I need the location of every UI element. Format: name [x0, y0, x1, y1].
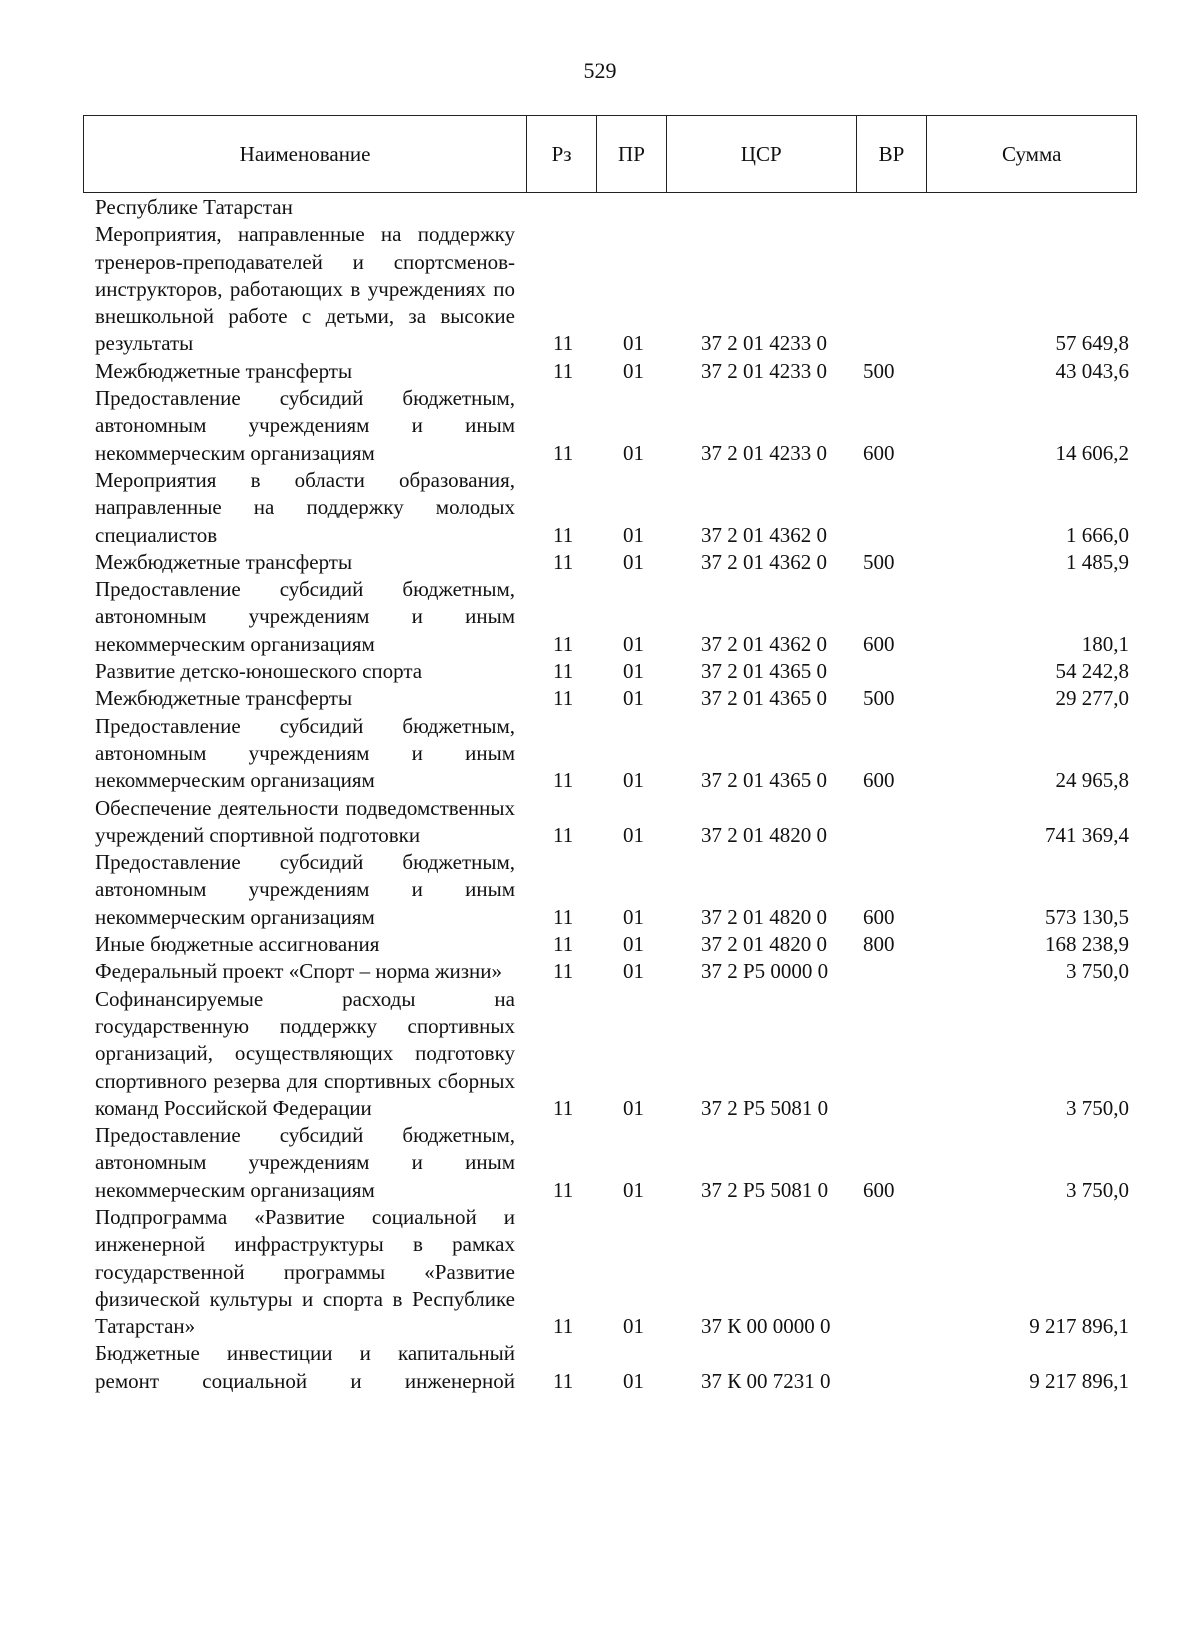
row-name: Обеспечение деятельности подведомственных учреждений спортивной подготовки	[95, 795, 515, 847]
row-name: Федеральный проект «Спорт – норма жизни»	[95, 959, 503, 984]
row-vr: 600	[863, 1177, 895, 1202]
row-name: Межбюджетные трансферты	[95, 686, 353, 711]
table-row	[83, 795, 1137, 850]
row-name: Подпрограмма «Развитие социальной и инженерной инфраструктуры в рамках государственной программы «Развитие физической культуры и спорта в Республике Татарстан»	[95, 1204, 515, 1339]
row-pr: 01	[623, 904, 644, 929]
row-rz: 11	[553, 549, 574, 574]
row-vr: 500	[863, 358, 895, 383]
row-vr: 600	[863, 631, 895, 656]
row-sum: 3 750,0	[1066, 1095, 1129, 1120]
row-sum: 741 369,4	[1045, 822, 1129, 847]
row-csr: 37 2 01 4365 0	[701, 768, 827, 793]
row-rz: 11	[553, 904, 574, 929]
row-rz: 11	[553, 959, 574, 984]
table-header	[83, 115, 1137, 193]
table-row	[83, 385, 1137, 467]
row-csr: 37 К 00 0000 0	[701, 1314, 831, 1339]
row-csr: 37 2 01 4820 0	[701, 822, 827, 847]
row-csr: 37 2 01 4362 0	[701, 522, 827, 547]
table-row	[83, 849, 1137, 931]
row-name: Софинансируемые расходы на государственную поддержку спортивных организаций, осуществляющих подготовку спортивного резерва для спортивных сборных команд Российской Федерации	[95, 986, 515, 1120]
table-row	[83, 358, 1137, 385]
row-name: Иные бюджетные ассигнования	[95, 932, 380, 957]
row-sum: 9 217 896,1	[1029, 1368, 1129, 1393]
table-row	[83, 221, 1137, 357]
row-name: Бюджетные инвестиции и капитальный ремонт социальной и инженерной	[95, 1341, 515, 1393]
row-vr: 600	[863, 904, 895, 929]
table-row	[83, 194, 1137, 221]
row-pr: 01	[623, 686, 644, 711]
row-name: Предоставление субсидий бюджетным, автономным учреждениям и иным некоммерческим организациям	[95, 1123, 515, 1202]
row-csr: 37 2 01 4365 0	[701, 686, 827, 711]
row-pr: 01	[623, 631, 644, 656]
header-name: Наименование	[84, 116, 527, 192]
header-sum: Сумма	[1001, 141, 1062, 166]
row-name: Предоставление субсидий бюджетным, автономным учреждениям и иным некоммерческим организациям	[95, 386, 515, 465]
row-sum: 3 750,0	[1066, 959, 1129, 984]
row-vr: 500	[863, 686, 895, 711]
row-csr: 37 2 01 4362 0	[701, 549, 827, 574]
row-csr: 37 2 P5 5081 0	[701, 1095, 829, 1120]
row-pr: 01	[623, 768, 644, 793]
row-name: Межбюджетные трансферты	[95, 358, 353, 383]
row-name: Предоставление субсидий бюджетным, автономным учреждениям и иным некоммерческим организациям	[95, 713, 515, 793]
row-vr: 600	[863, 768, 895, 793]
table-row	[83, 1122, 1137, 1204]
row-pr: 01	[623, 1314, 644, 1339]
row-rz: 11	[553, 686, 574, 711]
table-row	[83, 931, 1137, 958]
row-csr: 37 2 P5 5081 0	[701, 1177, 829, 1202]
row-name: Развитие детско-юношеского спорта	[95, 659, 423, 684]
row-name: Республике Татарстан	[95, 195, 293, 219]
row-sum: 57 649,8	[1055, 331, 1129, 356]
row-name: Межбюджетные трансферты	[95, 549, 353, 574]
row-vr: 500	[863, 549, 895, 574]
row-pr: 01	[623, 822, 644, 847]
row-rz: 11	[553, 331, 574, 356]
row-pr: 01	[623, 549, 644, 574]
row-csr: 37 2 01 4233 0	[701, 440, 827, 465]
row-pr: 01	[623, 331, 644, 356]
row-pr: 01	[623, 659, 644, 684]
table-row	[83, 467, 1137, 549]
row-pr: 01	[623, 959, 644, 984]
row-rz: 11	[553, 1368, 574, 1393]
row-rz: 11	[553, 768, 574, 793]
row-sum: 54 242,8	[1055, 659, 1129, 684]
table-row	[83, 658, 1137, 685]
row-rz: 11	[553, 659, 574, 684]
row-sum: 168 238,9	[1045, 932, 1129, 957]
table-row	[83, 713, 1137, 795]
table-row	[83, 685, 1137, 712]
row-vr: 600	[863, 440, 895, 465]
row-rz: 11	[553, 358, 574, 383]
row-sum: 9 217 896,1	[1029, 1314, 1129, 1339]
header-csr: ЦСР	[667, 116, 857, 192]
row-csr: 37 2 01 4820 0	[701, 932, 827, 957]
row-pr: 01	[623, 1095, 644, 1120]
row-pr: 01	[623, 358, 644, 383]
row-pr: 01	[623, 1368, 644, 1393]
header-rz: Рз	[527, 116, 597, 192]
row-name: Предоставление субсидий бюджетным, автономным учреждениям и иным некоммерческим организациям	[95, 577, 515, 656]
row-rz: 11	[553, 631, 574, 656]
row-name: Мероприятия в области образования, направленные на поддержку молодых специалистов	[95, 467, 515, 547]
table-row	[83, 549, 1137, 576]
table-row	[83, 958, 1137, 985]
table-row	[83, 1340, 1137, 1395]
row-sum: 29 277,0	[1055, 686, 1129, 711]
header-vr: ВР	[857, 116, 928, 192]
row-rz: 11	[553, 1095, 574, 1120]
row-pr: 01	[623, 522, 644, 547]
row-pr: 01	[623, 932, 644, 957]
row-name: Мероприятия, направленные на поддержку тренеров-преподавателей и спортсменов-инструкторов, работающих в учреждениях по внешкольной работе с детьми, за высокие результаты	[95, 222, 515, 356]
row-pr: 01	[623, 440, 644, 465]
row-name: Предоставление субсидий бюджетным, автономным учреждениям и иным некоммерческим организациям	[95, 850, 515, 929]
table-row	[83, 576, 1137, 658]
row-rz: 11	[553, 522, 574, 547]
row-sum: 180,1	[1081, 631, 1129, 656]
row-csr: 37 2 01 4365 0	[701, 659, 827, 684]
row-csr: 37 2 01 4233 0	[701, 331, 827, 356]
row-rz: 11	[553, 932, 574, 957]
row-rz: 11	[553, 440, 574, 465]
row-pr: 01	[623, 1177, 644, 1202]
row-csr: 37 2 P5 0000 0	[701, 959, 829, 984]
row-sum: 1 666,0	[1066, 522, 1129, 547]
row-rz: 11	[553, 1314, 574, 1339]
table-row	[83, 1204, 1137, 1340]
row-csr: 37 2 01 4820 0	[701, 904, 827, 929]
row-sum: 573 130,5	[1045, 904, 1129, 929]
row-sum: 24 965,8	[1055, 768, 1129, 793]
row-vr: 800	[863, 932, 895, 957]
row-rz: 11	[553, 1177, 574, 1202]
header-pr: ПР	[597, 116, 667, 192]
row-sum: 14 606,2	[1055, 440, 1129, 465]
row-rz: 11	[553, 822, 574, 847]
row-sum: 43 043,6	[1055, 358, 1129, 383]
page-number: 529	[583, 58, 617, 83]
table-body	[83, 194, 1137, 1395]
row-csr: 37 К 00 7231 0	[701, 1368, 831, 1393]
row-csr: 37 2 01 4362 0	[701, 631, 827, 656]
row-sum: 1 485,9	[1066, 549, 1129, 574]
row-csr: 37 2 01 4233 0	[701, 358, 827, 383]
table-row	[83, 986, 1137, 1122]
row-sum: 3 750,0	[1066, 1177, 1129, 1202]
